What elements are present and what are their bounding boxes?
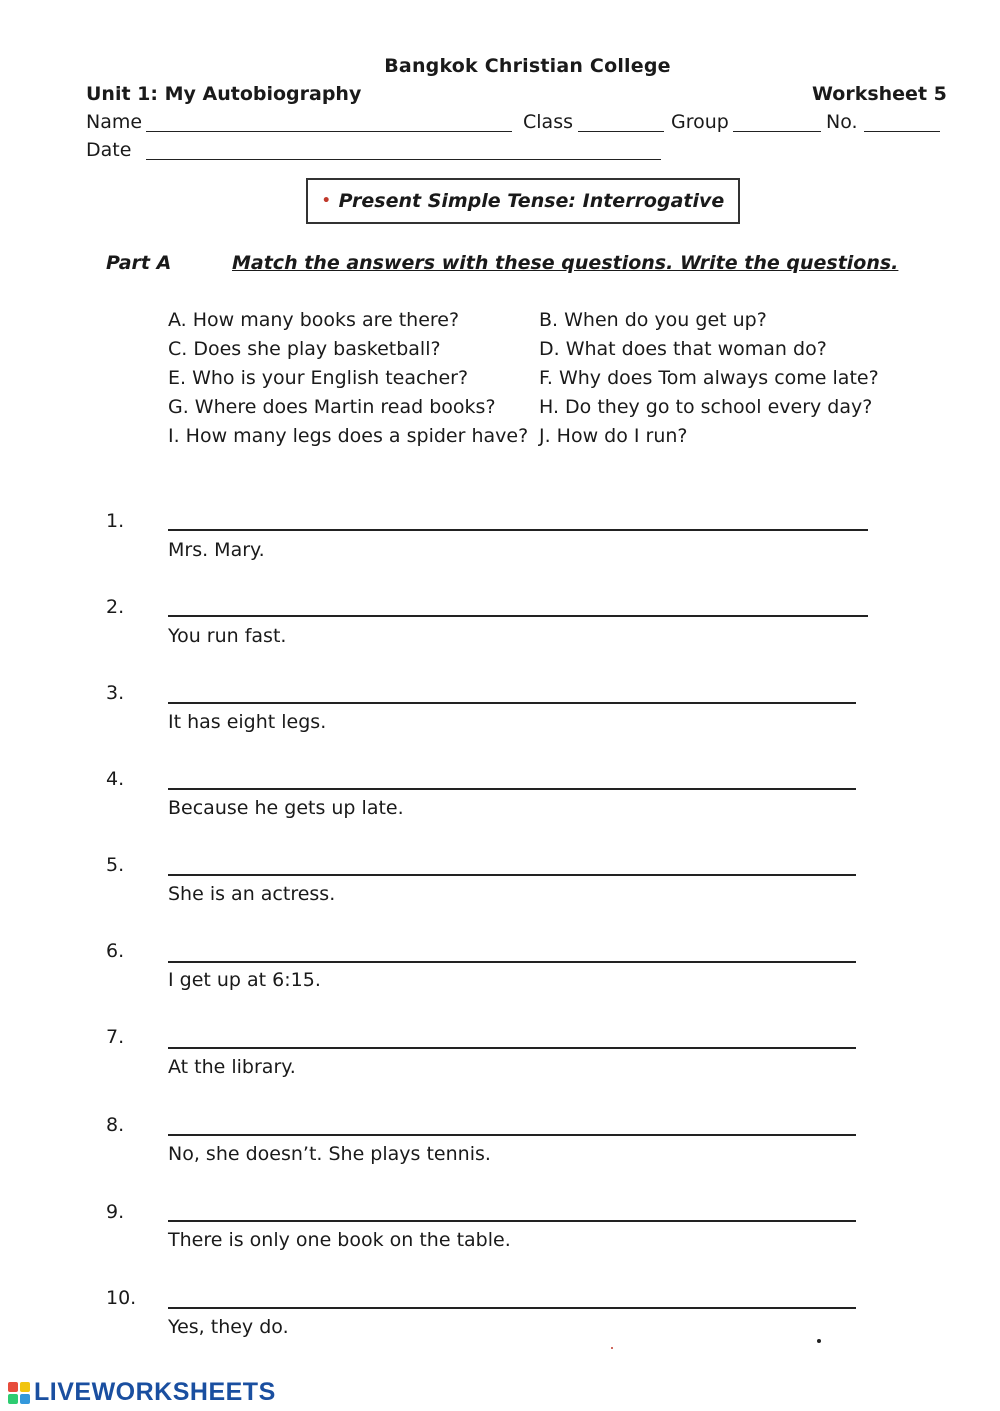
- group-label: Group: [671, 111, 729, 133]
- question-number: 5.: [106, 854, 125, 876]
- question-blank-1[interactable]: [168, 529, 868, 531]
- answer-text: You run fast.: [168, 625, 287, 647]
- date-label: Date: [86, 139, 132, 161]
- worksheet-number: Worksheet 5: [812, 83, 947, 105]
- logo-square-yellow: [20, 1382, 30, 1392]
- question-blank-8[interactable]: [168, 1134, 856, 1136]
- option-i: I. How many legs does a spider have?: [168, 425, 529, 447]
- title-box: [306, 178, 740, 224]
- part-a-instruction: Match the answers with these questions. Write the questions.: [232, 252, 899, 274]
- date-blank[interactable]: [146, 159, 661, 160]
- answer-text: There is only one book on the table.: [168, 1229, 511, 1251]
- liveworksheets-logo[interactable]: [8, 1378, 276, 1407]
- option-j: J. How do I run?: [539, 425, 688, 447]
- question-number: 7.: [106, 1026, 125, 1048]
- logo-square-green: [8, 1394, 18, 1404]
- class-label: Class: [523, 111, 573, 133]
- question-number: 10.: [106, 1287, 137, 1309]
- question-number: 4.: [106, 768, 125, 790]
- scan-speck: [611, 1347, 613, 1349]
- logo-square-blue: [20, 1394, 30, 1404]
- name-blank[interactable]: [146, 131, 512, 132]
- question-blank-10[interactable]: [168, 1307, 856, 1309]
- answer-text: I get up at 6:15.: [168, 969, 321, 991]
- brand-text: LIVEWORKSHEETS: [34, 1378, 276, 1406]
- group-blank[interactable]: [733, 131, 821, 132]
- option-b: B. When do you get up?: [539, 309, 767, 331]
- answer-text: No, she doesn’t. She plays tennis.: [168, 1143, 491, 1165]
- question-blank-5[interactable]: [168, 874, 856, 876]
- question-blank-3[interactable]: [168, 702, 856, 704]
- question-blank-7[interactable]: [168, 1047, 856, 1049]
- question-number: 3.: [106, 682, 125, 704]
- class-blank[interactable]: [578, 131, 664, 132]
- red-dot-icon: •: [321, 193, 331, 209]
- question-number: 1.: [106, 510, 125, 532]
- answer-text: At the library.: [168, 1056, 296, 1078]
- option-f: F. Why does Tom always come late?: [539, 367, 879, 389]
- option-h: H. Do they go to school every day?: [539, 396, 873, 418]
- name-label: Name: [86, 111, 143, 133]
- scan-speck: [817, 1339, 821, 1343]
- unit-title: Unit 1: My Autobiography: [86, 83, 362, 105]
- part-a-label: Part A: [106, 252, 172, 274]
- answer-text: Yes, they do.: [168, 1316, 289, 1338]
- school-name: Bangkok Christian College: [384, 55, 671, 77]
- question-number: 6.: [106, 940, 125, 962]
- worksheet-title: Present Simple Tense: Interrogative: [338, 190, 725, 212]
- option-a: A. How many books are there?: [168, 309, 460, 331]
- question-blank-2[interactable]: [168, 615, 868, 617]
- no-blank[interactable]: [864, 131, 940, 132]
- answer-text: She is an actress.: [168, 883, 336, 905]
- question-number: 2.: [106, 596, 125, 618]
- answer-text: It has eight legs.: [168, 711, 327, 733]
- option-g: G. Where does Martin read books?: [168, 396, 496, 418]
- answer-text: Mrs. Mary.: [168, 539, 265, 561]
- option-d: D. What does that woman do?: [539, 338, 827, 360]
- no-label: No.: [826, 111, 858, 133]
- option-c: C. Does she play basketball?: [168, 338, 441, 360]
- question-blank-9[interactable]: [168, 1220, 856, 1222]
- logo-square-red: [8, 1382, 18, 1392]
- question-number: 9.: [106, 1201, 125, 1223]
- question-number: 8.: [106, 1114, 125, 1136]
- option-e: E. Who is your English teacher?: [168, 367, 469, 389]
- answer-text: Because he gets up late.: [168, 797, 404, 819]
- question-blank-4[interactable]: [168, 788, 856, 790]
- question-blank-6[interactable]: [168, 961, 856, 963]
- logo-mark-icon: [8, 1382, 30, 1404]
